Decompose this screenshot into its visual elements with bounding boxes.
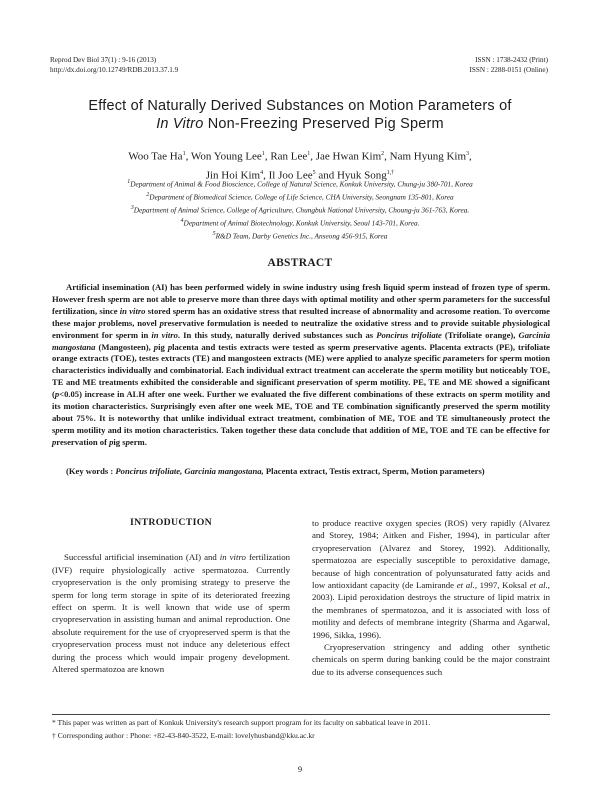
author-name: Jin Hoi Kim	[205, 169, 261, 182]
affiliation-mark: 3	[130, 204, 134, 211]
affiliation-line	[40, 177, 560, 190]
author-affiliation-mark: 5	[312, 169, 316, 176]
affiliation-mark: 4	[180, 217, 184, 224]
title-line-2	[40, 115, 560, 133]
author-affiliation-mark: 2	[381, 151, 385, 157]
author-line-1: Woo Tae Ha$^1$, Won Young Lee$^1$, Ran Lee$^1$, Jae Hwan Kim$^2$, Nam Hyung Kim$^3$,	[128, 150, 472, 163]
footnote-funding: * This paper was written as part of Konkuk University's research support program for its faculty on sabbatical leave in 2011.	[52, 718, 431, 727]
author-name: Il Joo Lee	[268, 169, 313, 182]
author-name: Jae Hwan Kim	[315, 150, 382, 163]
page-number: 9	[297, 764, 303, 774]
abstract-heading: ABSTRACT	[267, 257, 333, 269]
affiliation-text: Department of Biomedical Science, College of Life Science, CHA University, Seongnam 135-801, Korea	[149, 192, 454, 202]
author-name: Hyuk Song	[336, 169, 387, 182]
affiliation-list	[40, 177, 560, 242]
title-line-1: Effect of Naturally Derived Substances on Motion Parameters of	[88, 98, 512, 114]
keywords-italic: Poncirus trifoliate, Garcinia mangostana,	[115, 466, 266, 476]
abstract-body: Artificial insemination (AI) has been performed widely in swine industry using fresh liquid sperm instead of frozen type of sperm. However fresh sperm are not able to preserve more than three days with optimal motility and other sperm parameters for the successful fertilization, since in vitro stored sperm has an oxidative stress that resulted increase of abnormality and acrosome reation. To overcome these major problems, novel preservative formulation is needed to neutralize the oxidative stress and to provide suitable physiological environment for sperm in in vitro. In this study, naturally derived substances such as Poncirus trifoliate (Trifoliate orange), Garcinia mangostana (Mangosteen), pig placenta and testis extracts were tested as sperm preservative agents. Placenta extracts (PE), trifoliate orange extracts (TOE), testes extracts (TE) and mangosteen extracts (ME) were applied to analyze specific parameters for sperm motion characteristics individually and combinatorial. Each individual extract treatment can accelerate the sperm motility but noticeably TOE, TE and ME treatments exhibited the considerable and significant preservation of sperm motility. PE, TE and ME showed a significant (p<0.05) increase in ALH after one week. Further we evaluated the five different combinations of these extracts on sperm motility and its motion characteristics. Surprisingly even after one week ME, TOE and TE combination significantly preserved the sperm motility about 75%. It is noteworthy that unlike individual extract treatment, combination of ME, TOE and TE simultaneously protect the sperm motility and its motion characteristics. Taken together these data conclude that addition of ME, TOE and TE can be effective for preservation of pig sperm.	[52, 282, 551, 447]
intro-paragraph-right-2: Cryopreservation stringency and adding other synthetic chemicals on sperm during banking could be the major constraint due to its adverse consequences such	[312, 642, 550, 677]
paper-title	[40, 97, 560, 133]
issn-online: ISSN : 2288-0151 (Online)	[469, 66, 548, 74]
author-affiliation-mark: 3	[466, 151, 470, 157]
author-affiliation-mark: 1	[182, 151, 186, 157]
introduction-heading: INTRODUCTION	[130, 517, 212, 528]
keywords-rest: Placenta extract, Testis extract, Sperm, Motion parameters)	[265, 466, 485, 476]
affiliation-line	[40, 190, 560, 203]
right-column	[312, 517, 550, 678]
keywords-prefix: (Key words :	[66, 466, 116, 476]
author-name: Nam Hyung Kim	[389, 150, 467, 163]
author-affiliation-mark: 1	[307, 151, 311, 157]
author-line-2: Jin Hoi Kim$^4$, Il Joo Lee$^5$ and Hyuk Song$^{1,\dagger}$	[205, 169, 395, 182]
footnote-divider	[52, 714, 550, 715]
keywords	[66, 466, 550, 478]
author-affiliation-mark: 1	[261, 151, 265, 157]
affiliation-line	[40, 229, 560, 242]
author-name: Ran Lee	[270, 150, 308, 163]
affiliation-line	[40, 216, 560, 229]
doi-link[interactable]: http://dx.doi.org/10.12749/RDB.2013.37.1.9	[50, 66, 179, 74]
affiliation-text: Department of Animal & Food Bioscience, College of Natural Science, Konkuk University, Chung-ju 380-701, Korea	[130, 179, 473, 189]
issn-print: ISSN : 1738-2432 (Print)	[475, 56, 548, 64]
title-italic: In Vitro	[156, 116, 204, 132]
intro-paragraph-right-1: to produce reactive oxygen species (ROS) very rapidly (Alvarez and Storey, 1984; Aitken and Fisher, 1994), in particular after cryopreservation (Alvarez and Storey, 1992). Additionally, spermatozoa are especially susceptible to peroxidative damage, because of high concentration of polyunsaturated fatty acids and low antioxidant capacity (de Lamirande et al., 1997, Koksal et al., 2003). Lipid peroxidation destroys the structure of lipid matrix in the membranes of spermatozoa, and it is associated with loss of motility and defects of membrane integrity (Sharma and Agarwal, 1996, Sikka, 1996).	[312, 518, 550, 640]
left-column	[52, 517, 290, 675]
journal-header-left	[50, 55, 178, 75]
title-rest: Non-Freezing Preserved Pig Sperm	[203, 116, 444, 132]
affiliation-mark: 1	[127, 179, 131, 185]
intro-paragraph-left: Successful artificial insemination (AI) and in vitro fertilization (IVF) require physiologically active spermatozoa. Currently cryopreservation is the only promising strategy to preserve the sperm for long term storage in spite of its deteriorated freezing effect on sperm. It is well known that wide use of sperm cryopreservation in assisting human and animal reproduction. One absolute requirement for the use of cryopreserved sperm is that the cryopreservation process must not induce any deleterious effect during the process which would impair progeny development. Altered spermatozoa are known	[52, 552, 291, 675]
affiliation-mark: 2	[146, 191, 150, 198]
author-affiliation-mark: 4	[260, 169, 264, 176]
journal-header-right	[470, 55, 548, 75]
footnote-corresponding: † Corresponding author : Phone: +82-43-840-3522, E-mail: lovelyhusband@kku.ac.kr	[52, 731, 315, 740]
author-name: Woo Tae Ha	[128, 150, 183, 163]
affiliation-line	[40, 203, 560, 216]
affiliation-text: R&D Team, Darby Genetics Inc., Anseong 456-915, Korea	[215, 231, 388, 241]
affiliation-mark: 5	[212, 230, 216, 237]
affiliation-text: Department of Animal Science, College of Agriculture, Chungbuk National University, Choung-ju 361-763, Korea.	[133, 205, 470, 215]
author-name: Won Young Lee	[190, 150, 262, 163]
author-affiliation-mark: 1,†	[386, 169, 395, 176]
journal-citation: Reprod Dev Biol 37(1) : 9-16 (2013)	[50, 56, 157, 64]
affiliation-text: Department of Animal Biotechnology, Konkuk University, Seoul 143-701, Korea.	[183, 218, 420, 228]
